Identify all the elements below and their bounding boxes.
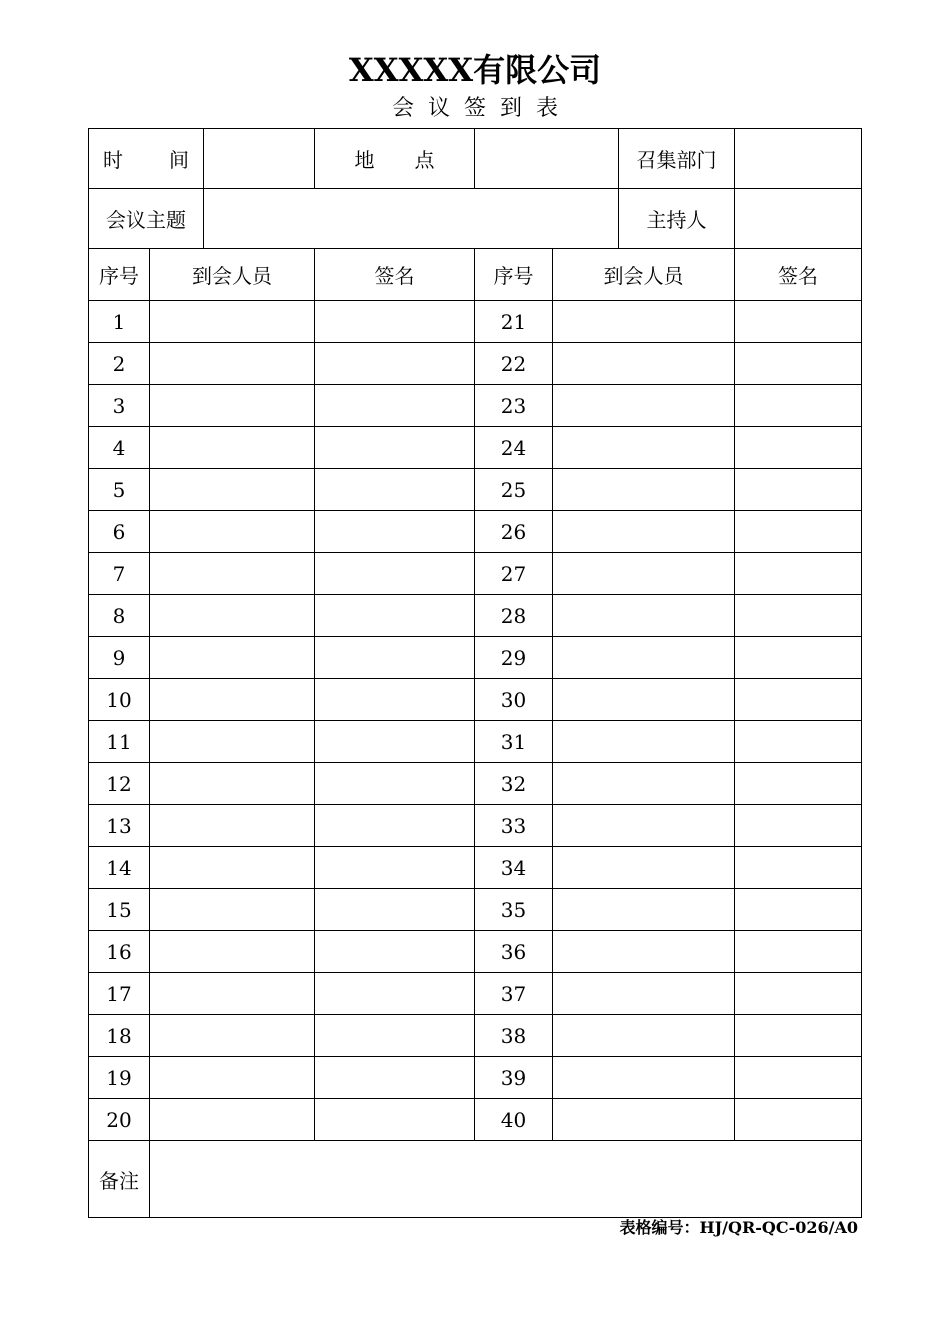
signature-field[interactable] (735, 1099, 862, 1141)
table-row (89, 553, 862, 595)
attendee-name-field[interactable] (150, 847, 315, 889)
table-row (89, 1099, 862, 1141)
signature-field[interactable] (315, 469, 475, 511)
signature-field[interactable] (315, 1015, 475, 1057)
attendee-name-field[interactable] (553, 553, 735, 595)
table-row (89, 427, 862, 469)
signature-field[interactable] (315, 385, 475, 427)
dept-field[interactable] (735, 129, 862, 189)
attendee-name-field[interactable] (553, 343, 735, 385)
seq-number-left: 14 (89, 847, 150, 889)
seq-number-left: 9 (89, 637, 150, 679)
host-field[interactable] (735, 189, 862, 249)
seq-number-right: 30 (475, 679, 553, 721)
seq-number-left: 10 (89, 679, 150, 721)
attendee-name-field[interactable] (553, 931, 735, 973)
attendee-name-field[interactable] (150, 427, 315, 469)
attendee-name-field[interactable] (150, 343, 315, 385)
attendee-name-field[interactable] (150, 973, 315, 1015)
attendee-name-field[interactable] (553, 511, 735, 553)
seq-number-right: 34 (475, 847, 553, 889)
signature-field[interactable] (315, 637, 475, 679)
signature-field[interactable] (315, 427, 475, 469)
note-field[interactable] (150, 1141, 862, 1218)
signature-field[interactable] (315, 1057, 475, 1099)
seq-number-left: 19 (89, 1057, 150, 1099)
signature-field[interactable] (735, 889, 862, 931)
table-row (89, 931, 862, 973)
form-subtitle: 会议签到表 (391, 96, 572, 121)
seq-number-left: 8 (89, 595, 150, 637)
seq-number-left: 12 (89, 763, 150, 805)
seq-number-left: 15 (89, 889, 150, 931)
seq-number-right: 29 (475, 637, 553, 679)
signature-field[interactable] (735, 1057, 862, 1099)
attendee-header-left: 到会人员 (150, 249, 315, 301)
signature-field[interactable] (735, 1015, 862, 1057)
table-row (89, 1057, 862, 1099)
attendee-name-field[interactable] (150, 637, 315, 679)
attendee-name-field[interactable] (553, 385, 735, 427)
signature-field[interactable] (315, 805, 475, 847)
signature-field[interactable] (735, 385, 862, 427)
table-row (89, 973, 862, 1015)
topic-label: 会议主题 (89, 189, 204, 249)
attendee-name-field[interactable] (150, 763, 315, 805)
company-title: XXXXX有限公司 (348, 51, 602, 89)
seq-number-right: 35 (475, 889, 553, 931)
signature-field[interactable] (735, 763, 862, 805)
signature-field[interactable] (315, 931, 475, 973)
seq-header-left: 序号 (89, 249, 150, 301)
attendee-name-field[interactable] (553, 1057, 735, 1099)
signature-field[interactable] (735, 973, 862, 1015)
sign-in-table (88, 128, 862, 1218)
signature-field[interactable] (315, 1099, 475, 1141)
attendee-name-field[interactable] (150, 511, 315, 553)
table-row (89, 595, 862, 637)
signature-field[interactable] (735, 553, 862, 595)
signature-field[interactable] (735, 595, 862, 637)
signature-field[interactable] (735, 931, 862, 973)
attendee-name-field[interactable] (150, 805, 315, 847)
seq-number-left: 2 (89, 343, 150, 385)
signature-field[interactable] (735, 637, 862, 679)
signature-field[interactable] (315, 595, 475, 637)
seq-number-right: 28 (475, 595, 553, 637)
host-label: 主持人 (619, 189, 735, 249)
signature-field[interactable] (315, 889, 475, 931)
seq-number-left: 20 (89, 1099, 150, 1141)
attendee-name-field[interactable] (150, 469, 315, 511)
table-row (89, 469, 862, 511)
table-row (89, 679, 862, 721)
seq-number-right: 40 (475, 1099, 553, 1141)
place-field[interactable] (475, 129, 619, 189)
seq-number-right: 23 (475, 385, 553, 427)
signature-field[interactable] (735, 301, 862, 343)
attendee-name-field[interactable] (150, 889, 315, 931)
seq-number-left: 16 (89, 931, 150, 973)
signature-field[interactable] (315, 721, 475, 763)
signature-header-left: 签名 (315, 249, 475, 301)
signature-field[interactable] (735, 511, 862, 553)
attendee-name-field[interactable] (150, 931, 315, 973)
signature-header-right: 签名 (735, 249, 862, 301)
seq-header-right: 序号 (475, 249, 553, 301)
seq-number-left: 5 (89, 469, 150, 511)
signature-field[interactable] (315, 343, 475, 385)
signature-field[interactable] (315, 973, 475, 1015)
signature-field[interactable] (315, 511, 475, 553)
table-row (89, 637, 862, 679)
seq-number-right: 38 (475, 1015, 553, 1057)
seq-number-left: 3 (89, 385, 150, 427)
signature-field[interactable] (735, 343, 862, 385)
attendee-name-field[interactable] (150, 721, 315, 763)
attendee-name-field[interactable] (150, 1015, 315, 1057)
attendee-name-field[interactable] (553, 1015, 735, 1057)
table-row (89, 385, 862, 427)
attendee-name-field[interactable] (553, 427, 735, 469)
signature-field[interactable] (735, 847, 862, 889)
form-code: 表格编号：HJ/QR-QC-026/A0 (619, 1218, 858, 1237)
signature-field[interactable] (315, 553, 475, 595)
signature-field[interactable] (315, 847, 475, 889)
attendee-name-field[interactable] (150, 1057, 315, 1099)
seq-number-left: 6 (89, 511, 150, 553)
seq-number-right: 33 (475, 805, 553, 847)
seq-number-left: 1 (89, 301, 150, 343)
signature-field[interactable] (315, 679, 475, 721)
seq-number-right: 25 (475, 469, 553, 511)
signature-field[interactable] (735, 679, 862, 721)
attendee-name-field[interactable] (553, 637, 735, 679)
meeting-topic-row (89, 189, 862, 249)
seq-number-left: 11 (89, 721, 150, 763)
attendee-name-field[interactable] (553, 469, 735, 511)
attendee-name-field[interactable] (150, 679, 315, 721)
attendee-name-field[interactable] (150, 553, 315, 595)
seq-number-right: 22 (475, 343, 553, 385)
column-header-row (89, 249, 862, 301)
table-row (89, 511, 862, 553)
signature-field[interactable] (735, 721, 862, 763)
meeting-info-row (89, 129, 862, 189)
seq-number-right: 27 (475, 553, 553, 595)
table-row (89, 889, 862, 931)
signature-field[interactable] (735, 469, 862, 511)
seq-number-left: 4 (89, 427, 150, 469)
table-row (89, 763, 862, 805)
attendee-name-field[interactable] (150, 385, 315, 427)
seq-number-right: 37 (475, 973, 553, 1015)
seq-number-left: 13 (89, 805, 150, 847)
attendee-name-field[interactable] (553, 973, 735, 1015)
seq-number-left: 7 (89, 553, 150, 595)
seq-number-right: 21 (475, 301, 553, 343)
table-row (89, 847, 862, 889)
table-row (89, 805, 862, 847)
time-field[interactable] (204, 129, 315, 189)
attendee-name-field[interactable] (150, 1099, 315, 1141)
attendee-name-field[interactable] (553, 763, 735, 805)
seq-number-right: 26 (475, 511, 553, 553)
note-row (89, 1141, 862, 1218)
signature-field[interactable] (735, 805, 862, 847)
seq-number-left: 18 (89, 1015, 150, 1057)
table-row (89, 1015, 862, 1057)
attendee-name-field[interactable] (553, 679, 735, 721)
attendee-name-field[interactable] (553, 805, 735, 847)
seq-number-right: 36 (475, 931, 553, 973)
attendee-name-field[interactable] (553, 595, 735, 637)
table-row (89, 301, 862, 343)
dept-label: 召集部门 (619, 129, 735, 189)
signature-field[interactable] (315, 763, 475, 805)
table-row (89, 721, 862, 763)
attendee-name-field[interactable] (553, 721, 735, 763)
note-label: 备注 (89, 1141, 150, 1218)
seq-number-right: 24 (475, 427, 553, 469)
seq-number-right: 32 (475, 763, 553, 805)
attendee-name-field[interactable] (150, 595, 315, 637)
signature-field[interactable] (735, 427, 862, 469)
time-label: 时 间 (89, 129, 204, 189)
attendee-name-field[interactable] (553, 889, 735, 931)
attendee-header-right: 到会人员 (553, 249, 735, 301)
topic-field[interactable] (204, 189, 619, 249)
table-row (89, 343, 862, 385)
seq-number-right: 31 (475, 721, 553, 763)
attendee-name-field[interactable] (553, 847, 735, 889)
attendee-name-field[interactable] (553, 1099, 735, 1141)
attendee-name-field[interactable] (150, 301, 315, 343)
seq-number-left: 17 (89, 973, 150, 1015)
place-label: 地 点 (315, 129, 475, 189)
signature-field[interactable] (315, 301, 475, 343)
seq-number-right: 39 (475, 1057, 553, 1099)
attendee-name-field[interactable] (553, 301, 735, 343)
